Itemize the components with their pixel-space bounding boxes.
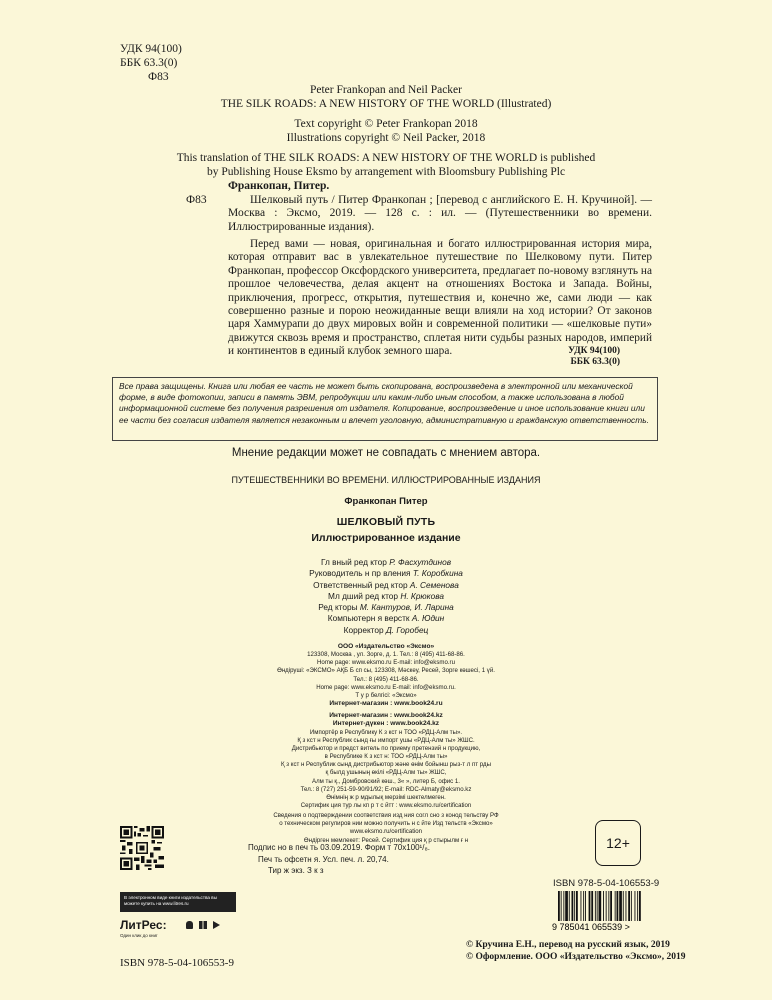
publisher-line: қ былд ушының өкілі «РДЦ-Алм ты» ЖШС, bbox=[325, 769, 447, 777]
barcode-bar bbox=[595, 891, 596, 921]
qr-code-icon bbox=[120, 826, 164, 870]
barcode-bar bbox=[631, 891, 632, 921]
barcode-bar bbox=[617, 891, 619, 921]
barcode-bar bbox=[615, 891, 616, 921]
apple-icon bbox=[173, 920, 180, 930]
barcode-bar bbox=[558, 891, 560, 921]
publisher-line: Тел.: 8 (495) 411-68-86. bbox=[353, 675, 419, 683]
publisher-line: www.eksmo.ru/certification bbox=[349, 828, 423, 836]
publisher-line: Т у р белгісі: «Эксмо» bbox=[355, 691, 417, 699]
barcode-bar bbox=[639, 891, 641, 921]
publisher-line: Өндіруші: «ЭКСМО» АҚБ Б сп сы, 123308, Мәскеу, Ресей, Зорге көшесі, 1 үй. bbox=[277, 667, 495, 675]
barcode-bar bbox=[635, 891, 636, 921]
original-title: THE SILK ROADS: A NEW HISTORY OF THE WORLD (Illustrated) bbox=[220, 97, 552, 110]
catalog-description: Шелковый путь / Питер Франкопан ; [перевод с английского Е. Н. Кручиной]. — Москва : Эксмо, 2019. — 128 с. : ил. — (Путешественники во времени. Иллюстрированные издания). bbox=[228, 193, 652, 233]
original-credits bbox=[0, 84, 772, 179]
publisher-line: Дистрибьютор и предст витель по приему претензий н продукцию, bbox=[291, 744, 481, 752]
translation-note-2: by Publishing House Eksmo by arrangement with Bloomsbury Publishing Plc bbox=[206, 165, 566, 178]
barcode-bar bbox=[581, 891, 582, 921]
series-name: ПУТЕШЕСТВЕННИКИ ВО ВРЕМЕНИ. ИЛЛЮСТРИРОВАННЫЕ ИЗДАНИЯ bbox=[231, 475, 541, 485]
staff-line: Мл дший ред ктор Н. Крюкова bbox=[328, 590, 444, 601]
barcode-bar bbox=[576, 891, 578, 921]
litres-banner bbox=[120, 892, 236, 952]
staff-line: Гл вный ред ктор Р. Фасхутдинов bbox=[320, 557, 452, 567]
catalog-code: Ф83 bbox=[186, 194, 207, 206]
print-run: Тир ж экз. З к з bbox=[268, 866, 324, 875]
staff-line: Корректор Д. Горобец bbox=[343, 624, 429, 635]
catalog-author: Франкопан, Питер. bbox=[228, 180, 330, 192]
publisher-line: Қ з кст н Республик сынд дистрибьютор және өнім бойынш рыз-т л пт рды bbox=[281, 761, 491, 769]
staff-line: Руководитель н пр вления Т. Коробкина bbox=[309, 568, 463, 579]
windows-icon bbox=[199, 921, 207, 929]
barcode-bar bbox=[610, 891, 612, 921]
litres-logo: ЛитРес: bbox=[120, 918, 167, 932]
barcode-bar bbox=[589, 891, 591, 921]
publisher-line: в Республике К з кст н: ТОО «РДЦ-Алм ты» bbox=[324, 753, 448, 761]
barcode-bar bbox=[619, 891, 622, 921]
barcode-bar bbox=[583, 891, 584, 921]
barcode-bar bbox=[572, 891, 574, 921]
bbk-code: ББК 63.3(0) bbox=[120, 57, 178, 69]
publisher-line: Қ з кст н Республик сынд ғы импорт ушы «РДЦ-Алм ты» ЖШС. bbox=[297, 736, 475, 744]
publisher-line: Импортёр в Республику К з кст н ТОО «РДЦ-Алм ты». bbox=[309, 728, 463, 736]
copyright-block bbox=[466, 939, 685, 963]
barcode-bar bbox=[603, 891, 604, 921]
barcode-bar bbox=[565, 891, 568, 921]
author-mark: Ф83 bbox=[148, 71, 169, 83]
udk-code: УДК 94(100) bbox=[120, 43, 182, 55]
editorial-staff bbox=[0, 557, 772, 636]
publisher-line: Home page: www.eksmo.ru E-mail: info@eksmo.ru bbox=[317, 659, 455, 667]
barcode-bar bbox=[626, 891, 627, 921]
barcode bbox=[550, 891, 672, 931]
illustrations-copyright: Illustrations copyright © Neil Packer, 2018 bbox=[286, 131, 486, 144]
design-copyright: © Оформление. ООО «Издательство «Эксмо», 2019 bbox=[466, 952, 686, 962]
barcode-bar bbox=[591, 891, 593, 921]
shop-kz-kazakh: Интернет-дүкен : www.book24.kz bbox=[332, 720, 440, 728]
barcode-bar bbox=[597, 891, 598, 921]
print-signed: Подпис но в печ ть 03.09.2019. Форм т 70x100¹/₈. bbox=[248, 843, 430, 852]
publisher-line: Сведения о подтверждении соответствия изд ния согл сно з конод тельству РФ bbox=[273, 812, 499, 820]
publisher-line: Тел.: 8 (727) 251-59-90/91/92; E-mail: RDC-Almaty@eksmo.kz bbox=[300, 785, 472, 793]
barcode-bar bbox=[569, 891, 570, 921]
book-title: ШЕЛКОВЫЙ ПУТЬ bbox=[336, 516, 436, 528]
publisher-line: Сертифик ция тур лы кп р т с йтт : www.eksmo.ru/certification bbox=[300, 801, 472, 809]
barcode-bar bbox=[623, 891, 624, 921]
publisher-name: ООО «Издательство «Эксмо» bbox=[337, 643, 435, 650]
litres-banner-text: В электронном виде книги издательства вы можете купить на www.litres.ru bbox=[120, 892, 236, 912]
translation-copyright: © Кручина Е.Н., перевод на русский язык, 2019 bbox=[466, 940, 670, 950]
bibliographic-record bbox=[228, 180, 652, 234]
book-subtitle: Иллюстрированное издание bbox=[311, 532, 461, 544]
barcode-bar bbox=[637, 891, 638, 921]
print-type: Печ ть офсетн я. Усл. печ. л. 20,74. bbox=[258, 854, 389, 864]
bbk-bottom-code: ББК 63.3(0) bbox=[570, 357, 620, 367]
annotation: Перед вами — новая, оригинальная и богато иллюстрированная история мира, которая отправит вас в увлекательное путешествие по Шелковому пути. Питер Франкопан, профессор Оксфордского университета, предлагает по-новому взглянуть на прошлое человечества, делая акцент на отношениях Востока и Запада. Войны, приключения, прогресс, открытия, путешествия и, конечно же, сами люди — как совершенно разные и порою неожиданные вещи влияли на ход истории? От законов царя Хаммурапи до двух мировых войн и современной политики — «шелковые пути» движутся сквозь время и пространство, сплетая нити судьбы разных народов, империй и континентов в единый клубок земного шара. bbox=[228, 238, 652, 358]
publisher-info bbox=[0, 643, 772, 845]
text-copyright: Text copyright © Peter Frankopan 2018 bbox=[294, 118, 478, 130]
isbn-barcode-label: ISBN 978-5-04-106553-9 bbox=[553, 878, 660, 889]
android-icon bbox=[186, 921, 193, 929]
printing-info bbox=[248, 842, 528, 877]
original-authors: Peter Frankopan and Neil Packer bbox=[309, 84, 462, 96]
publisher-line: Алм ты қ., Домбровский көш., 3« », литер Б, офис 1. bbox=[312, 777, 460, 785]
play-icon bbox=[213, 921, 220, 929]
barcode-bar bbox=[585, 891, 586, 921]
barcode-bar bbox=[608, 891, 609, 921]
translation-note-1: This translation of THE SILK ROADS: A NEW HISTORY OF THE WORLD is published bbox=[176, 152, 596, 164]
editorial-disclaimer: Мнение редакции может не совпадать с мнением автора. bbox=[231, 447, 541, 459]
isbn-bottom: ISBN 978-5-04-106553-9 bbox=[120, 957, 234, 969]
barcode-bar bbox=[563, 891, 564, 921]
litres-tagline: Один клик до книг bbox=[120, 933, 158, 938]
udk-bottom-code: УДК 94(100) bbox=[568, 346, 620, 356]
staff-line: Компьютерн я верстк А. Юдин bbox=[327, 613, 445, 624]
barcode-digits: 9 785041 065539 > bbox=[552, 922, 630, 931]
udk-bottom bbox=[568, 346, 620, 368]
book-author: Франкопан Питер bbox=[344, 496, 428, 507]
publisher-line: о техническом регулиров нии можно получить н с йте Изд тельств «Эксмо» bbox=[279, 820, 493, 828]
rights-notice: Все права защищены. Книга или любая ее часть не может быть скопирована, воспроизведена в электронной или механической форме, в виде фотокопии, записи в память ЭВМ, репродукции или каким-либо иным способом, а также использована в любой информационной системе без получения разрешения от издателя. Копирование, воспроизведение и иное использование книги или ее части без согласия издателя является незаконным и влечет уголовную, административную и гражданскую ответственность. bbox=[112, 377, 658, 441]
age-rating-badge: 12+ bbox=[595, 820, 641, 866]
publisher-line: Өндірген мемлекет: Ресей. Сертифик ция қ р стырылм ғ н bbox=[303, 836, 469, 844]
barcode-bar bbox=[628, 891, 630, 921]
staff-line: Ред кторы М. Кантуров, И. Ларина bbox=[318, 602, 454, 613]
barcode-bar bbox=[606, 891, 607, 921]
shop-ru: Интернет-магазин : www.book24.ru bbox=[329, 700, 443, 708]
staff-line: Ответственный ред ктор А. Семенова bbox=[313, 579, 459, 590]
shop-kz: Интернет-магазин : www.book24.kz bbox=[329, 712, 443, 720]
udk-block bbox=[120, 42, 182, 84]
publisher-line: 123308, Москва , ул. Зорге, д. 1. Тел.: 8 (495) 411-68-86. bbox=[307, 651, 465, 659]
barcode-bar bbox=[561, 891, 562, 921]
publisher-line: Өнімнің ж р мдылық мерзімі шектелмеген. bbox=[326, 793, 446, 801]
publisher-line: Home page: www.eksmo.ru E-mail: info@eksmo.ru. bbox=[316, 683, 456, 691]
barcode-bar bbox=[599, 891, 602, 921]
barcode-bar bbox=[574, 891, 575, 921]
